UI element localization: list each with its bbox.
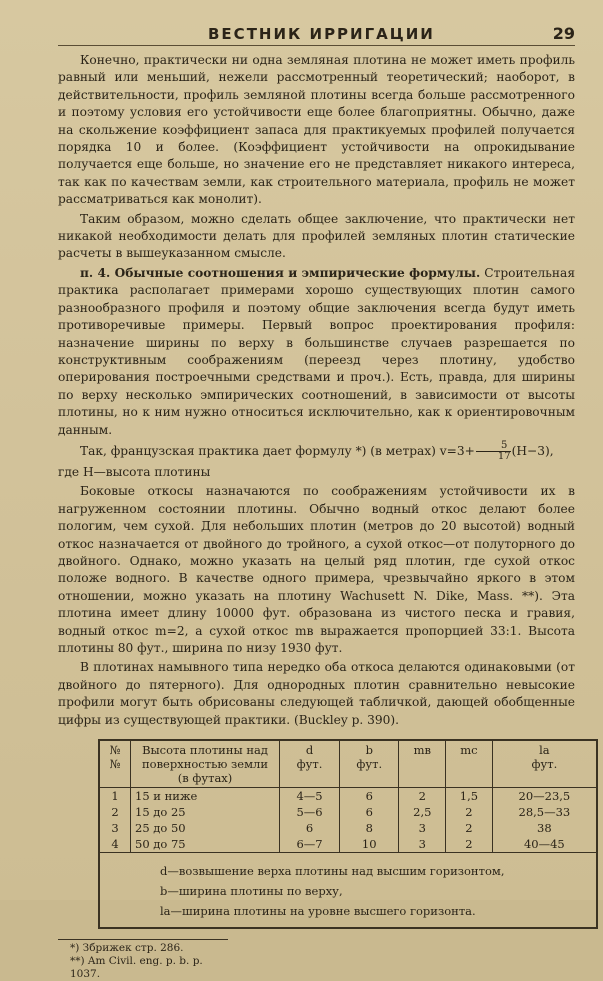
fraction-denominator: 17 bbox=[497, 450, 511, 462]
col-mb-header: mв bbox=[399, 740, 446, 788]
cell-b: 6 bbox=[340, 788, 399, 805]
cell-mb: 2 bbox=[399, 788, 446, 805]
legend-item: la—ширина плотины на уровне высшего горизонта. bbox=[160, 904, 476, 919]
cell-mb: 2,5 bbox=[399, 804, 446, 820]
cell-mc: 2 bbox=[446, 804, 493, 820]
formula-intro: Так, французская практика дает формулу *) (в метрах) bbox=[80, 443, 436, 458]
cell-la: 20—23,5 bbox=[492, 788, 597, 805]
cell-number: 3 bbox=[99, 820, 131, 836]
table-legend bbox=[100, 853, 596, 927]
col-la-symbol: la bbox=[539, 743, 550, 758]
section-heading: п. 4. Обычные соотношения и эмпирические формулы. bbox=[80, 265, 481, 280]
cell-mb: 3 bbox=[399, 836, 446, 853]
table-row bbox=[99, 836, 597, 853]
table-row bbox=[99, 820, 597, 836]
fraction-numerator: 5 bbox=[476, 441, 511, 452]
cell-b: 10 bbox=[340, 836, 399, 853]
running-header bbox=[58, 18, 575, 46]
table-legend-cell bbox=[99, 853, 597, 929]
col-b-header bbox=[340, 740, 399, 788]
paragraph: Конечно, практически ни одна земляная плотина не может иметь профиль равный или меньший, нежели рассмотренный теоретический; наоборот, в действительности, профиль земляной плотины всегда больше рассмотренного и поэтому условия его устойчивости еще более благоприятны. Обычно, даже на скольжение коэффициент запаса для практикуемых профилей получается порядка 10 и более. (Коэффициент устойчивости на опрокидывание получается еще больше, но значение его не представляет никакого интереса, так как по качествам земли, как строительного материала, профиль не может рассматриваться как монолит). bbox=[58, 53, 575, 207]
col-la-header bbox=[492, 740, 597, 788]
footnotes bbox=[58, 939, 228, 981]
cell-d: 5—6 bbox=[280, 804, 340, 820]
cell-d: 4—5 bbox=[280, 788, 340, 805]
legend-item: d—возвышение верха плотины над высшим горизонтом, bbox=[160, 864, 505, 879]
paragraph: Боковые откосы назначаются по соображениям устойчивости их в нагруженном состоянии плотины. Обычно водный откос делают более пологим, чем сухой. Для небольших плотин (метров до 20 высотой) водный откос назначается от двойного до тройного, а сухой откос—от полуторного до двойного. Однако, можно указать на целый ряд плотин, где сухой откос положе водного. В качестве одного примера, чрезвычайно яркого в этом отношении, можно указать на плотину Wachusett N. Dike, Mass. **). Эта плотина имеет длину 10000 фут. образована из чистого песка и гравия, водный откос m=2, а сухой откос mв выражается пропорцией 33:1. Высота плотины 80 фут., ширина по низу 1930 фут. bbox=[58, 484, 575, 655]
body-text bbox=[58, 52, 575, 729]
cell-height: 25 до 50 bbox=[131, 820, 280, 836]
cell-la: 28,5—33 bbox=[492, 804, 597, 820]
cell-b: 8 bbox=[340, 820, 399, 836]
formula-fraction bbox=[476, 441, 511, 462]
col-la-unit: фут. bbox=[531, 757, 558, 772]
col-number-header: № № bbox=[99, 740, 131, 788]
cell-mc: 2 bbox=[446, 820, 493, 836]
col-b-unit: фут. bbox=[356, 757, 383, 772]
page-number: 29 bbox=[552, 24, 575, 43]
cell-b: 6 bbox=[340, 804, 399, 820]
legend-item: b—ширина плотины по верху, bbox=[160, 884, 343, 899]
formula-right: (H−3), bbox=[511, 443, 554, 458]
footnote: **) Am Civil. eng. p. b. p. 1037. bbox=[70, 955, 203, 981]
section-body: Строительная практика располагает примерами хорошо существующих плотин самого разнообразного профиля и поэтому общие заключения всегда будут иметь противоречивые примеры. Первый вопрос проектирования профиля: назначение ширины по верху в большинстве случаев разрешается по конструктивным соображениям (переезд через плотину, удобство оперирования построечными средствами и проч.). Есть, правда, для ширины по верху несколько эмпирических соотношений, в зависимости от высоты плотины, но к ним нужно относиться исключительно, как к ориентировочным данным. bbox=[58, 265, 576, 437]
cell-number: 2 bbox=[99, 804, 131, 820]
cell-d: 6—7 bbox=[280, 836, 340, 853]
col-d-header bbox=[280, 740, 340, 788]
cell-height: 50 до 75 bbox=[131, 836, 280, 853]
cell-height: 15 до 25 bbox=[131, 804, 280, 820]
table-row bbox=[99, 804, 597, 820]
cell-d: 6 bbox=[280, 820, 340, 836]
cell-mc: 1,5 bbox=[446, 788, 493, 805]
footnote: *) Збрижек стр. 286. bbox=[70, 942, 184, 955]
formula-left: v=3+ bbox=[439, 443, 475, 458]
cell-la: 38 bbox=[492, 820, 597, 836]
journal-title: ВЕСТНИК ИРРИГАЦИИ bbox=[208, 25, 435, 43]
dam-profile-table bbox=[98, 739, 598, 929]
cell-mb: 3 bbox=[399, 820, 446, 836]
section-paragraph bbox=[58, 265, 575, 439]
col-b-symbol: b bbox=[365, 743, 373, 758]
col-d-unit: фут. bbox=[296, 757, 323, 772]
col-height-header: Высота плотины над поверхностью земли (в футах) bbox=[131, 740, 280, 788]
cell-number: 1 bbox=[99, 788, 131, 805]
table-row bbox=[99, 788, 597, 805]
cell-number: 4 bbox=[99, 836, 131, 853]
paragraph: В плотинах намывного типа нередко оба откоса делаются одинаковыми (от двойного до пятерного). Для однородных плотин сравнительно невысокие профили могут быть обрисованы следующей табличкой, дающей обобщенные цифры из существующей практики. (Buckley p. 390). bbox=[58, 660, 575, 727]
paragraph: Таким образом, можно сделать общее заключение, что практически нет никакой необходимости делать для профилей земляных плотин статические расчеты в вышеуказанном смысле. bbox=[58, 211, 575, 261]
table-legend-row bbox=[99, 853, 597, 929]
cell-mc: 2 bbox=[446, 836, 493, 853]
formula-explanation: где H—высота плотины bbox=[58, 464, 211, 479]
formula bbox=[439, 439, 554, 462]
col-d-symbol: d bbox=[305, 743, 314, 758]
cell-la: 40—45 bbox=[492, 836, 597, 853]
cell-height: 15 и ниже bbox=[131, 788, 280, 805]
col-mc-header: mc bbox=[446, 740, 493, 788]
formula-paragraph bbox=[58, 441, 575, 462]
